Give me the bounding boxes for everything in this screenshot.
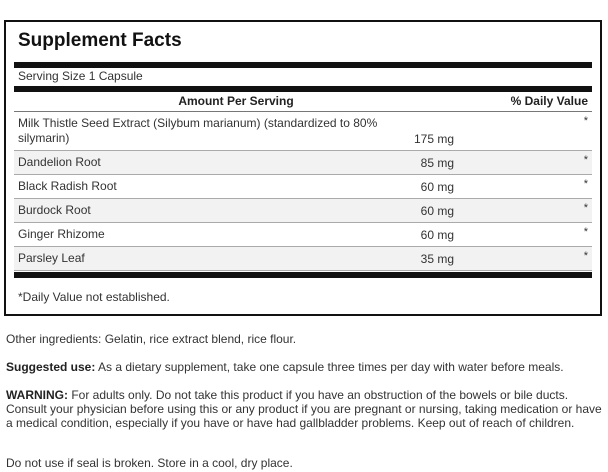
table-row	[14, 151, 592, 175]
header-amount: Amount Per Serving	[178, 94, 294, 108]
warning-label: WARNING:	[6, 388, 68, 402]
storage-note: Do not use if seal is broken. Store in a cool, dry place.	[6, 456, 293, 470]
nutrient-name: Parsley Leaf	[18, 251, 85, 265]
header-daily-value: % Daily Value	[510, 94, 588, 108]
suggested-use	[6, 360, 602, 374]
suggested-use-label: Suggested use:	[6, 360, 96, 374]
facts-title: Supplement Facts	[18, 30, 182, 51]
nutrient-amount: 35 mg	[420, 252, 454, 266]
nutrient-amount: 175 mg	[413, 132, 454, 146]
nutrient-amount: 85 mg	[420, 156, 454, 170]
nutrient-dv: *	[583, 178, 588, 190]
nutrient-name: Milk Thistle Seed Extract (Silybum marianum) (standardized to 80% silymarin)	[18, 116, 378, 145]
supplement-facts-panel	[4, 20, 602, 316]
nutrient-name: Black Radish Root	[18, 179, 117, 193]
nutrient-table	[14, 111, 592, 271]
daily-value-footnote: *Daily Value not established.	[18, 290, 170, 304]
nutrient-dv: *	[583, 250, 588, 262]
title-divider	[14, 62, 592, 68]
table-row	[14, 199, 592, 223]
table-row	[14, 247, 592, 271]
warning-text: For adults only. Do not take this product if you have an obstruction of the bowels or bile ducts. Consult your physician before using this or any product if you are pregnant or nursing, taking medication or have a medical condition, especially if you have or have had gallbladder problems. Keep out of reach of children.	[6, 388, 602, 430]
nutrient-dv: *	[583, 154, 588, 166]
facts-header-row	[14, 94, 592, 110]
table-row	[14, 112, 592, 151]
nutrient-amount: 60 mg	[420, 228, 454, 242]
table-bottom-divider	[14, 272, 592, 278]
nutrient-name: Burdock Root	[18, 203, 91, 217]
nutrient-name: Ginger Rhizome	[18, 227, 105, 241]
nutrient-dv: *	[583, 226, 588, 238]
serving-size: Serving Size 1 Capsule	[18, 69, 143, 83]
warning	[6, 388, 602, 430]
other-ingredients: Other ingredients: Gelatin, rice extract blend, rice flour.	[6, 332, 297, 346]
nutrient-dv: *	[583, 115, 588, 127]
nutrient-amount: 60 mg	[420, 204, 454, 218]
table-row	[14, 223, 592, 247]
nutrient-amount: 60 mg	[420, 180, 454, 194]
nutrient-name: Dandelion Root	[18, 155, 101, 169]
table-row	[14, 175, 592, 199]
nutrient-dv: *	[583, 202, 588, 214]
serving-divider	[14, 86, 592, 92]
suggested-use-text: As a dietary supplement, take one capsule three times per day with water before meals.	[95, 360, 564, 374]
